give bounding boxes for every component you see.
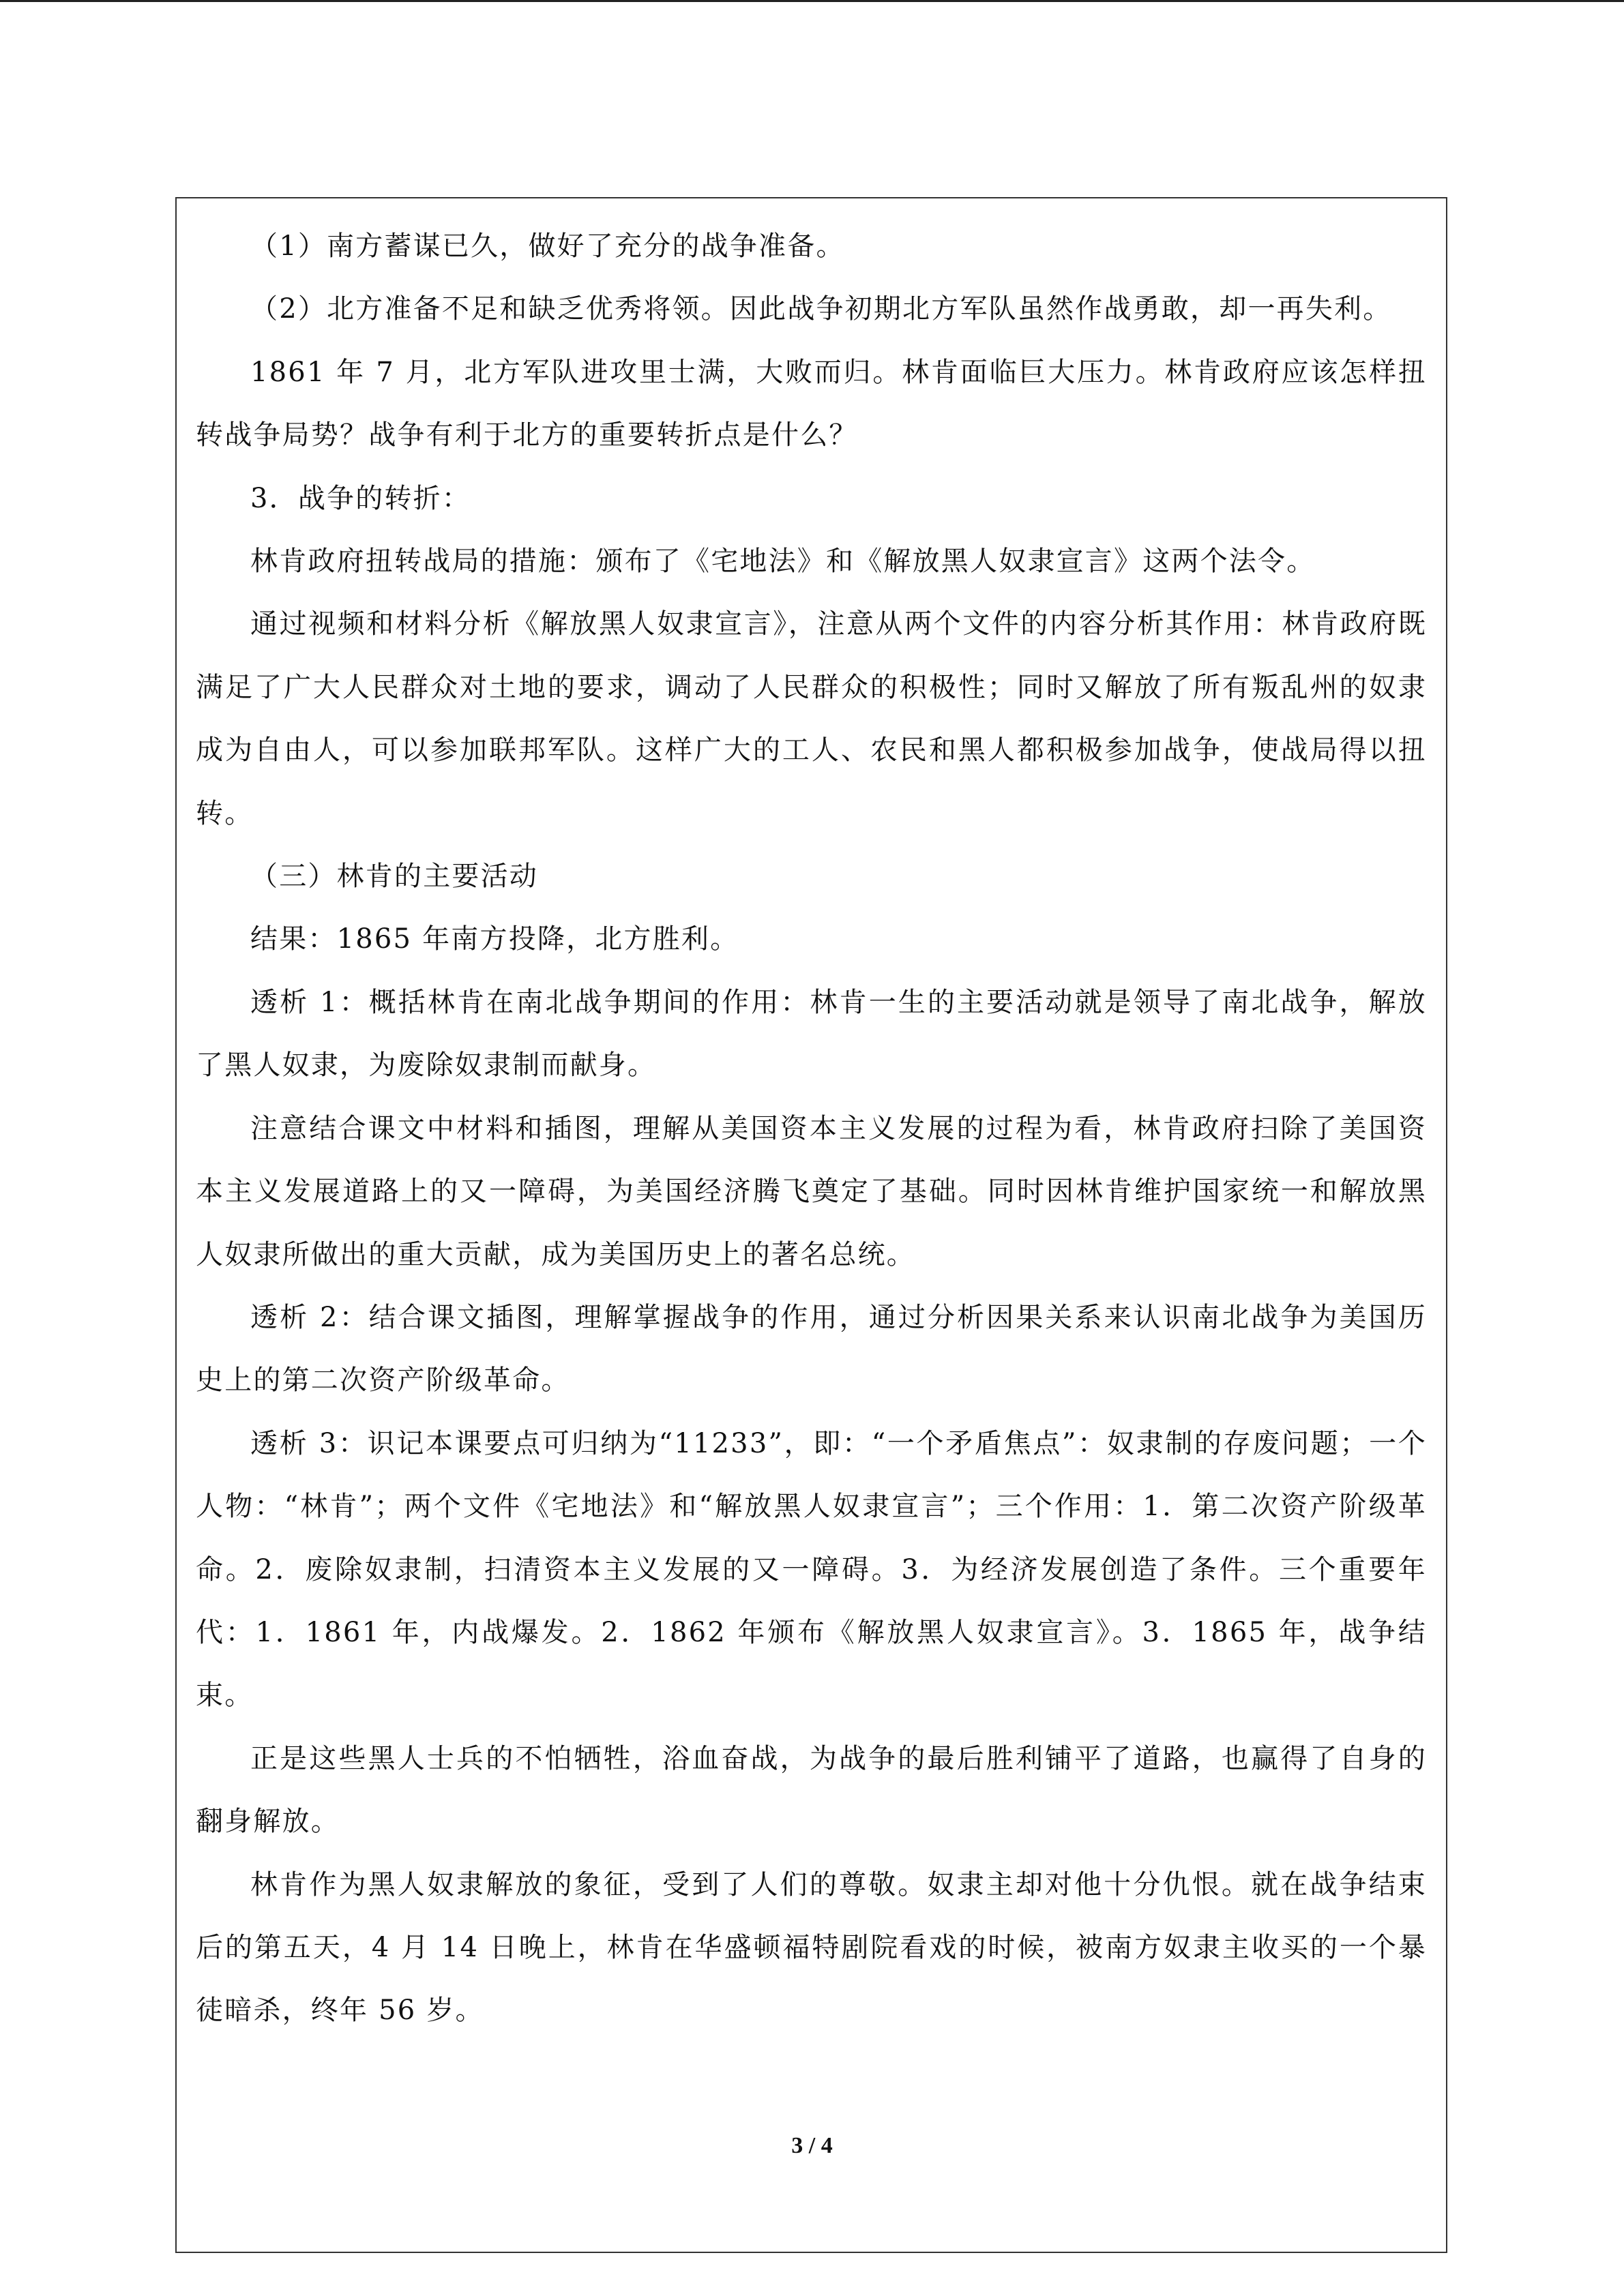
paragraph-richmond-defeat: 1861 年 7 月，北方军队进攻里士满，大败而归。林肯面临巨大压力。林肯政府应该怎样扭转战争局势？战争有利于北方的重要转折点是什么？ — [196, 356, 1427, 451]
paragraph-emancipation-analysis: 通过视频和材料分析《解放黑人奴隶宣言》，注意从两个文件的内容分析其作用：林肯政府既满足了广大人民群众对土地的要求，调动了人民群众的积极性；同时又解放了所有叛乱州的奴隶成为自由人，可以参加联邦军队。这样广大的工人、农民和黑人都积极参加战争，使战局得以扭转。 — [196, 608, 1427, 829]
paragraph-lincoln-measures: 林肯政府扭转战局的措施：颁布了《宅地法》和《解放黑人奴隶宣言》这两个法令。 — [250, 546, 1316, 578]
paragraph-south-preparation: （1）南方蓄谋已久，做好了充分的战争准备。 — [250, 230, 845, 262]
page-number: 3 / 4 — [791, 2133, 833, 2158]
paragraph-black-soldiers: 正是这些黑人士兵的不怕牺牲，浴血奋战，为战争的最后胜利铺平了道路，也赢得了自身的翻身解放。 — [196, 1742, 1427, 1838]
section-heading-lincoln-activities: （三）林肯的主要活动 — [250, 861, 538, 893]
paragraph-lincoln-assassination: 林肯作为黑人奴隶解放的象征，受到了人们的尊敬。奴隶主却对他十分仇恨。就在战争结束后的第五天，4 月 14 日晚上，林肯在华盛顿福特剧院看戏的时候，被南方奴隶主收买的一个暴徒暗杀，终年 56 岁。 — [196, 1868, 1427, 2027]
paragraph-capitalism-obstacle: 注意结合课文中材料和插图，理解从美国资本主义发展的过程为看，林肯政府扫除了美国资本主义发展道路上的又一障碍，为美国经济腾飞奠定了基础。同时因林肯维护国家统一和解放黑人奴隶所做出的重大贡献，成为美国历史上的著名总统。 — [196, 1112, 1427, 1270]
paragraph-war-result: 结果：1865 年南方投降，北方胜利。 — [250, 923, 739, 955]
paragraph-analysis-3: 透析 3：识记本课要点可归纳为“11233”，即：“一个矛盾焦点”：奴隶制的存废问题；一个人物：“林肯”；两个文件《宅地法》和“解放黑人奴隶宣言”；三个作用：1．第二次资产阶级革命。2．废除奴隶制，扫清资本主义发展的又一障碍。3．为经济发展创造了条件。三个重要年代：1．1861 年，内战爆发。2．1862 年颁布《解放黑人奴隶宣言》。3．1865 年，战争结束。 — [196, 1427, 1427, 1712]
content-table-cell — [175, 197, 1447, 2253]
paragraph-north-unprepared: （2）北方准备不足和缺乏优秀将领。因此战争初期北方军队虽然作战勇敢，却一再失利。 — [250, 293, 1392, 325]
top-rule — [0, 0, 1624, 2]
section-heading-turning-point: 3．战争的转折： — [250, 482, 471, 514]
paragraph-analysis-1: 透析 1：概括林肯在南北战争期间的作用：林肯一生的主要活动就是领导了南北战争，解放了黑人奴隶，为废除奴隶制而献身。 — [196, 986, 1427, 1082]
paragraph-analysis-2: 透析 2：结合课文插图，理解掌握战争的作用，通过分析因果关系来认识南北战争为美国历史上的第二次资产阶级革命。 — [196, 1301, 1427, 1397]
